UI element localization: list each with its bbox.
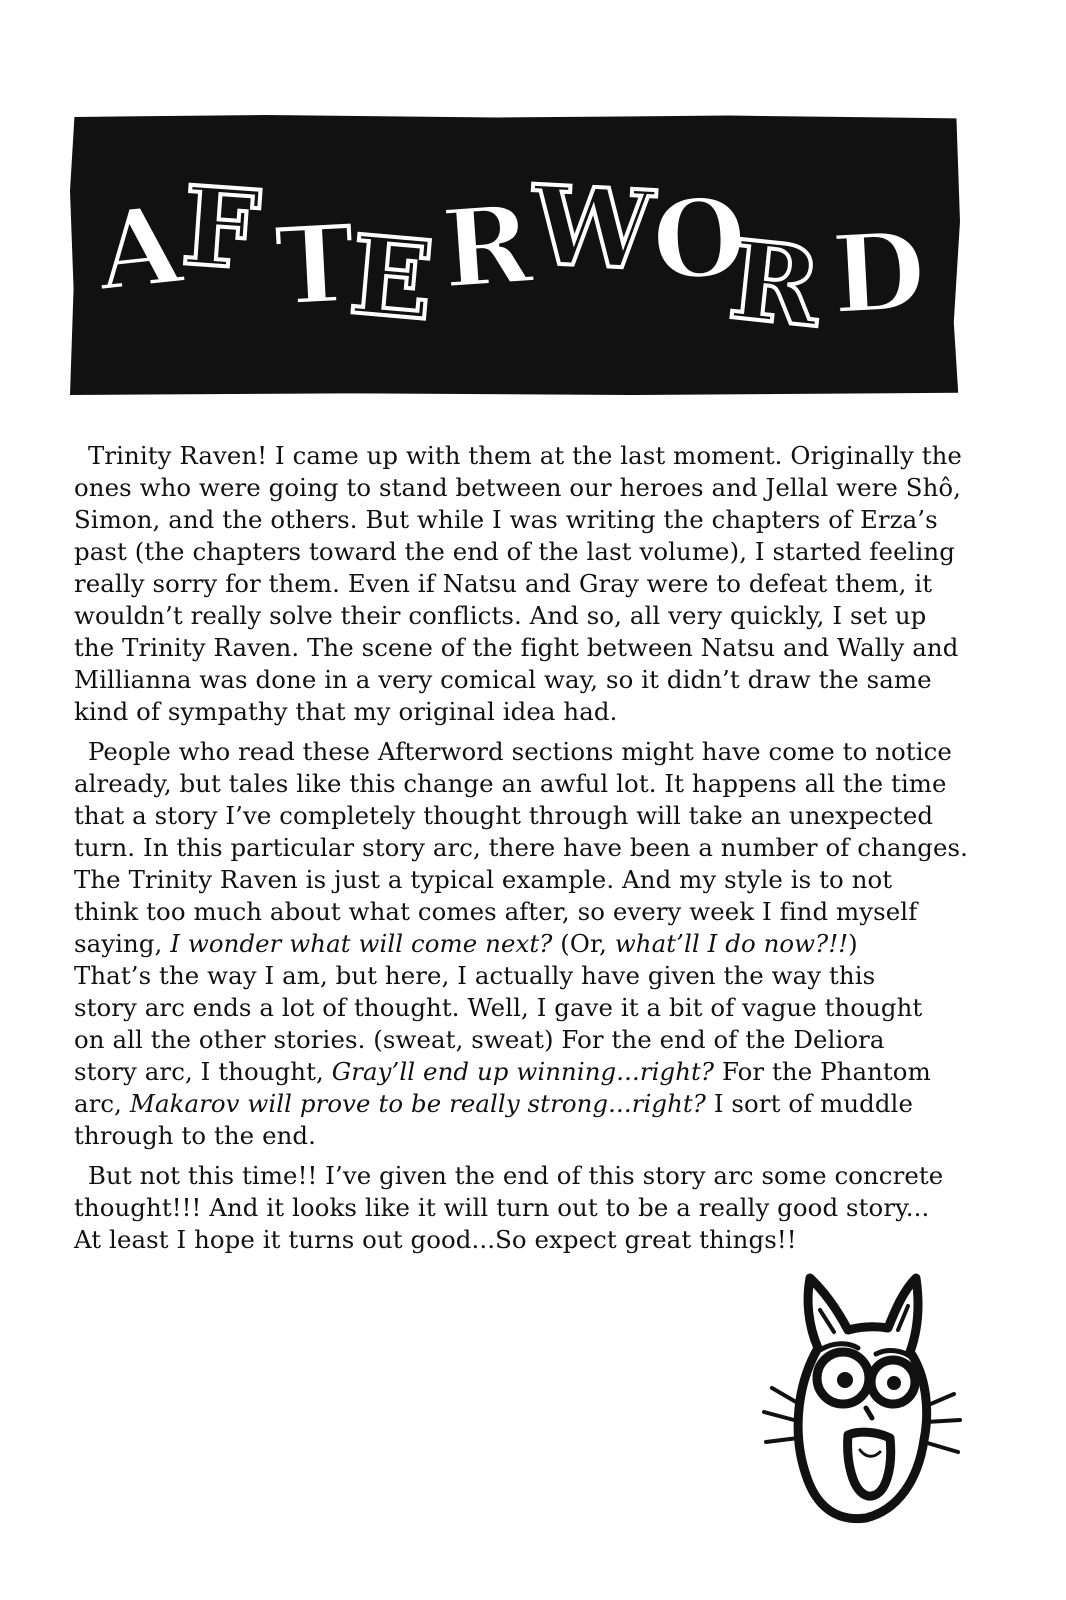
p2-line-11 [74, 1056, 958, 1088]
p2-line-11-c: For the Phantom [714, 1057, 931, 1086]
p2-line-7-e: ) [848, 929, 858, 958]
p2-line-6: think too much about what comes after, so every week I find myself [74, 897, 918, 926]
afterword-body [74, 440, 969, 1264]
p2-line-9: story arc ends a lot of thought. Well, I gave it a bit of vague thought [74, 993, 923, 1022]
p2-line-11-b: Gray’ll end up winning...right? [331, 1057, 715, 1086]
p2-line-7-d: what’ll I do now?!! [614, 929, 849, 958]
p2-line-10: on all the other stories. (sweat, sweat) For the end of the Deliora [74, 1025, 885, 1054]
p1-line-7: the Trinity Raven. The scene of the fight between Natsu and Wally and [74, 633, 959, 662]
p2-line-12-a: arc, [74, 1089, 130, 1118]
p2-line-5: The Trinity Raven is just a typical example. And my style is to not [74, 865, 893, 894]
p1-line-1: Trinity Raven! I came up with them at the last moment. Originally the [88, 441, 962, 470]
p2-line-3: that a story I’ve completely thought through will take an unexpected [74, 801, 934, 830]
title-letter-e: E [345, 212, 439, 345]
p1-line-4: past (the chapters toward the end of the last volume), I started feeling [74, 537, 955, 566]
p2-line-12 [74, 1088, 958, 1120]
p3-line-1: But not this time!! I’ve given the end of this story arc some concrete [88, 1161, 944, 1190]
title-letter-o: O [649, 175, 749, 305]
p2-line-7-b: I wonder what will come next? [170, 929, 553, 958]
title-letter-r2: R [723, 217, 827, 352]
p2-line-12-b: Makarov will prove to be really strong...right? [129, 1089, 706, 1118]
paragraph-3 [74, 1160, 958, 1256]
title-letter-r: R [437, 181, 537, 314]
p1-line-8: Millianna was done in a very comical way, so it didn’t draw the same [74, 665, 932, 694]
p3-line-2: thought!!! And it looks like it will turn out to be a really good story... [74, 1193, 930, 1222]
title-letter-f: F [178, 163, 264, 295]
p2-line-7-a: saying, [74, 929, 171, 958]
p2-line-4: turn. In this particular story arc, there have been a number of changes. [74, 833, 969, 862]
p2-line-7 [74, 928, 958, 960]
p3-line-3: At least I hope it turns out good...So expect great things!! [74, 1225, 797, 1254]
title-letter-d: D [828, 208, 929, 339]
p2-line-12-c: I sort of muddle [705, 1089, 913, 1118]
title-letter-w: W [528, 162, 657, 295]
paragraph-2 [74, 736, 969, 1152]
title-letter-t: T [271, 200, 359, 331]
p1-line-9: kind of sympathy that my original idea had. [74, 697, 618, 726]
p2-line-1: People who read these Afterword sections might have come to notice [88, 737, 952, 766]
afterword-banner [70, 115, 960, 395]
p2-line-2: already, but tales like this change an awful lot. It happens all the time [74, 769, 947, 798]
p2-line-11-a: story arc, I thought, [74, 1057, 332, 1086]
paragraph-1 [74, 440, 962, 728]
p2-line-13: through to the end. [74, 1121, 316, 1150]
surprised-cat-doodle-icon [748, 1270, 968, 1530]
title-letter-a: A [91, 181, 188, 317]
p1-line-3: Simon, and the others. But while I was writing the chapters of Erza’s [74, 505, 938, 534]
p1-line-2: ones who were going to stand between our heroes and Jellal were Shô, [74, 473, 962, 502]
afterword-title [70, 115, 960, 395]
p2-line-7-c: (Or, [552, 929, 615, 958]
p2-line-8: That’s the way I am, but here, I actually have given the way this [74, 961, 876, 990]
p1-line-5: really sorry for them. Even if Natsu and Gray were to defeat them, it [74, 569, 933, 598]
p1-line-6: wouldn’t really solve their conflicts. And so, all very quickly, I set up [74, 601, 927, 630]
